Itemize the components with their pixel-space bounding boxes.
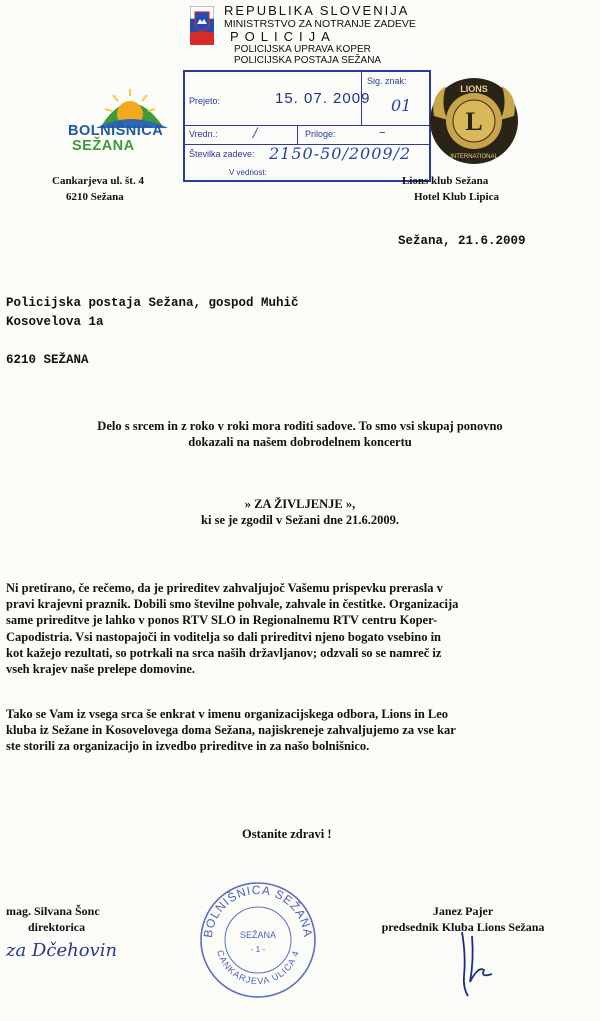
signer-left [6,903,100,935]
hospital-address-line1: Cankarjeva ul. št. 4 [52,175,144,187]
event-title: » ZA ŽIVLJENJE », [244,497,356,511]
lions-address [402,173,499,205]
signer-left-title: direktorica [28,920,86,934]
intro-line2: dokazali na našem dobrodelnem koncertu [188,435,412,450]
round-stamp-ring-top: BOLNIŠNICA SEŽANA [200,882,316,939]
slovenia-coat-of-arms-icon [190,6,214,46]
stamp-prejeto-label: Prejeto: [189,96,221,106]
signer-left-signature: za Dčehovin [6,940,118,961]
hospital-name-line2: SEŽANA [72,138,135,154]
closing-text: Ostanite zdravi ! [242,827,332,841]
p2-line: ste storili za organizacijo in izvedbo prireditve in za našo bolnišnico. [6,739,370,754]
p1-line: Ni pretirano, če rečemo, da je prireditev zahvaljujoč Vašemu prispevku prerasla v [6,581,443,595]
hospital-address-line2: 6210 Sežana [66,191,124,203]
stamp-date: 15. 07. 2009 [275,90,371,107]
event-subtitle: ki se je zgodil v Sežani dne 21.6.2009. [201,513,399,528]
lions-emblem-letter: L [465,107,483,136]
p1-line: same prireditve je lahko v ponos RTV SLO in Regionalnemu RTV centru Koper- [6,613,438,628]
round-stamp-center-2: - 1 - [250,945,266,954]
police-line-policija: POLICIJA [230,29,336,44]
lions-emblem-bottom: INTERNATIONAL [450,154,498,160]
round-stamp-center-1: SEŽANA [239,930,277,940]
recipient-line1: Policijska postaja Sežana, gospod Muhič [6,296,299,310]
signer-right-name: Janez Pajer [432,904,494,918]
hospital-name-line1: BOLNIŠNICA [68,123,164,139]
signer-right-title: predsednik Kluba Lions Sežana [381,920,545,934]
p1-line: vseh krajev naše prelepe domovine. [6,662,195,677]
paragraph-2 [6,706,592,755]
stamp-priloge-value: – [379,125,386,140]
p1-line: pravi krajevni praznik. Dobili smo številne pohvale, zahvale in čestitke. Organizacija [6,597,459,612]
p2-line: kluba iz Sežane in Kosovelovega doma Sežana, najiskreneje zahvaljujemo za vse kar [6,723,456,738]
p1-line: kot kažejo rezultati, so potrkali na srca naših državljanov; odzvali so se namreč iz [6,645,442,660]
stamp-priloge-label: Priloge: [305,129,336,139]
intro-line1: Delo s srcem in z roko v roki mora roditi sadove. To smo vsi skupaj ponovno [97,419,503,433]
lions-address-line1: Lions klub Sežana [402,175,489,187]
letter-date: Sežana, 21.6.2009 [398,234,526,248]
stamp-stevilka-value: 2150-50/2009/2 [269,144,412,163]
police-line-republika: REPUBLIKA SLOVENIJA [224,3,410,18]
received-stamp [183,70,431,180]
police-line-postaja: POLICIJSKA POSTAJA SEŽANA [234,55,382,66]
stamp-stevilka-label: Številka zadeve: [189,149,255,159]
p2-line: Tako se Vam iz vsega srca še enkrat v imenu organizacijskega odbora, Lions in Leo [6,707,449,721]
lions-club-emblem-icon [428,76,520,166]
recipient [6,294,299,370]
stamp-v-vednost-label: V vednost: [229,168,267,177]
stamp-sig-znak-label: Sig. znak: [367,76,407,86]
police-line-ministrstvo: MINISTRSTVO ZA NOTRANJE ZADEVE [224,18,416,30]
police-line-uprava: POLICIJSKA UPRAVA KOPER [234,44,371,55]
signer-right-signature-icon [452,926,502,1006]
stamp-vrednost-value: / [253,126,258,141]
police-header [190,4,450,66]
intro-text [30,418,570,450]
hospital-round-stamp [198,880,318,1000]
lions-address-line2: Hotel Klub Lipica [414,191,499,203]
p1-line: Capodistria. Vsi nastopajoči in voditelja so dali prireditvi njeno bogato vsebino in [6,629,442,644]
recipient-line3: 6210 SEŽANA [6,353,89,367]
hospital-address [52,173,144,205]
signer-left-name: mag. Silvana Šonc [6,904,100,918]
paragraph-1 [6,580,592,677]
lions-emblem-top: LIONS [460,84,488,94]
recipient-line2: Kosovelova 1a [6,315,104,329]
stamp-vrednost-label: Vredn.: [189,129,218,139]
hospital-name [68,124,163,154]
stamp-sig-znak-value: 01 [391,96,412,115]
round-stamp-ring-bottom: CANKARJEVA ULICA 4 [214,948,301,987]
event-title-block [0,496,600,528]
